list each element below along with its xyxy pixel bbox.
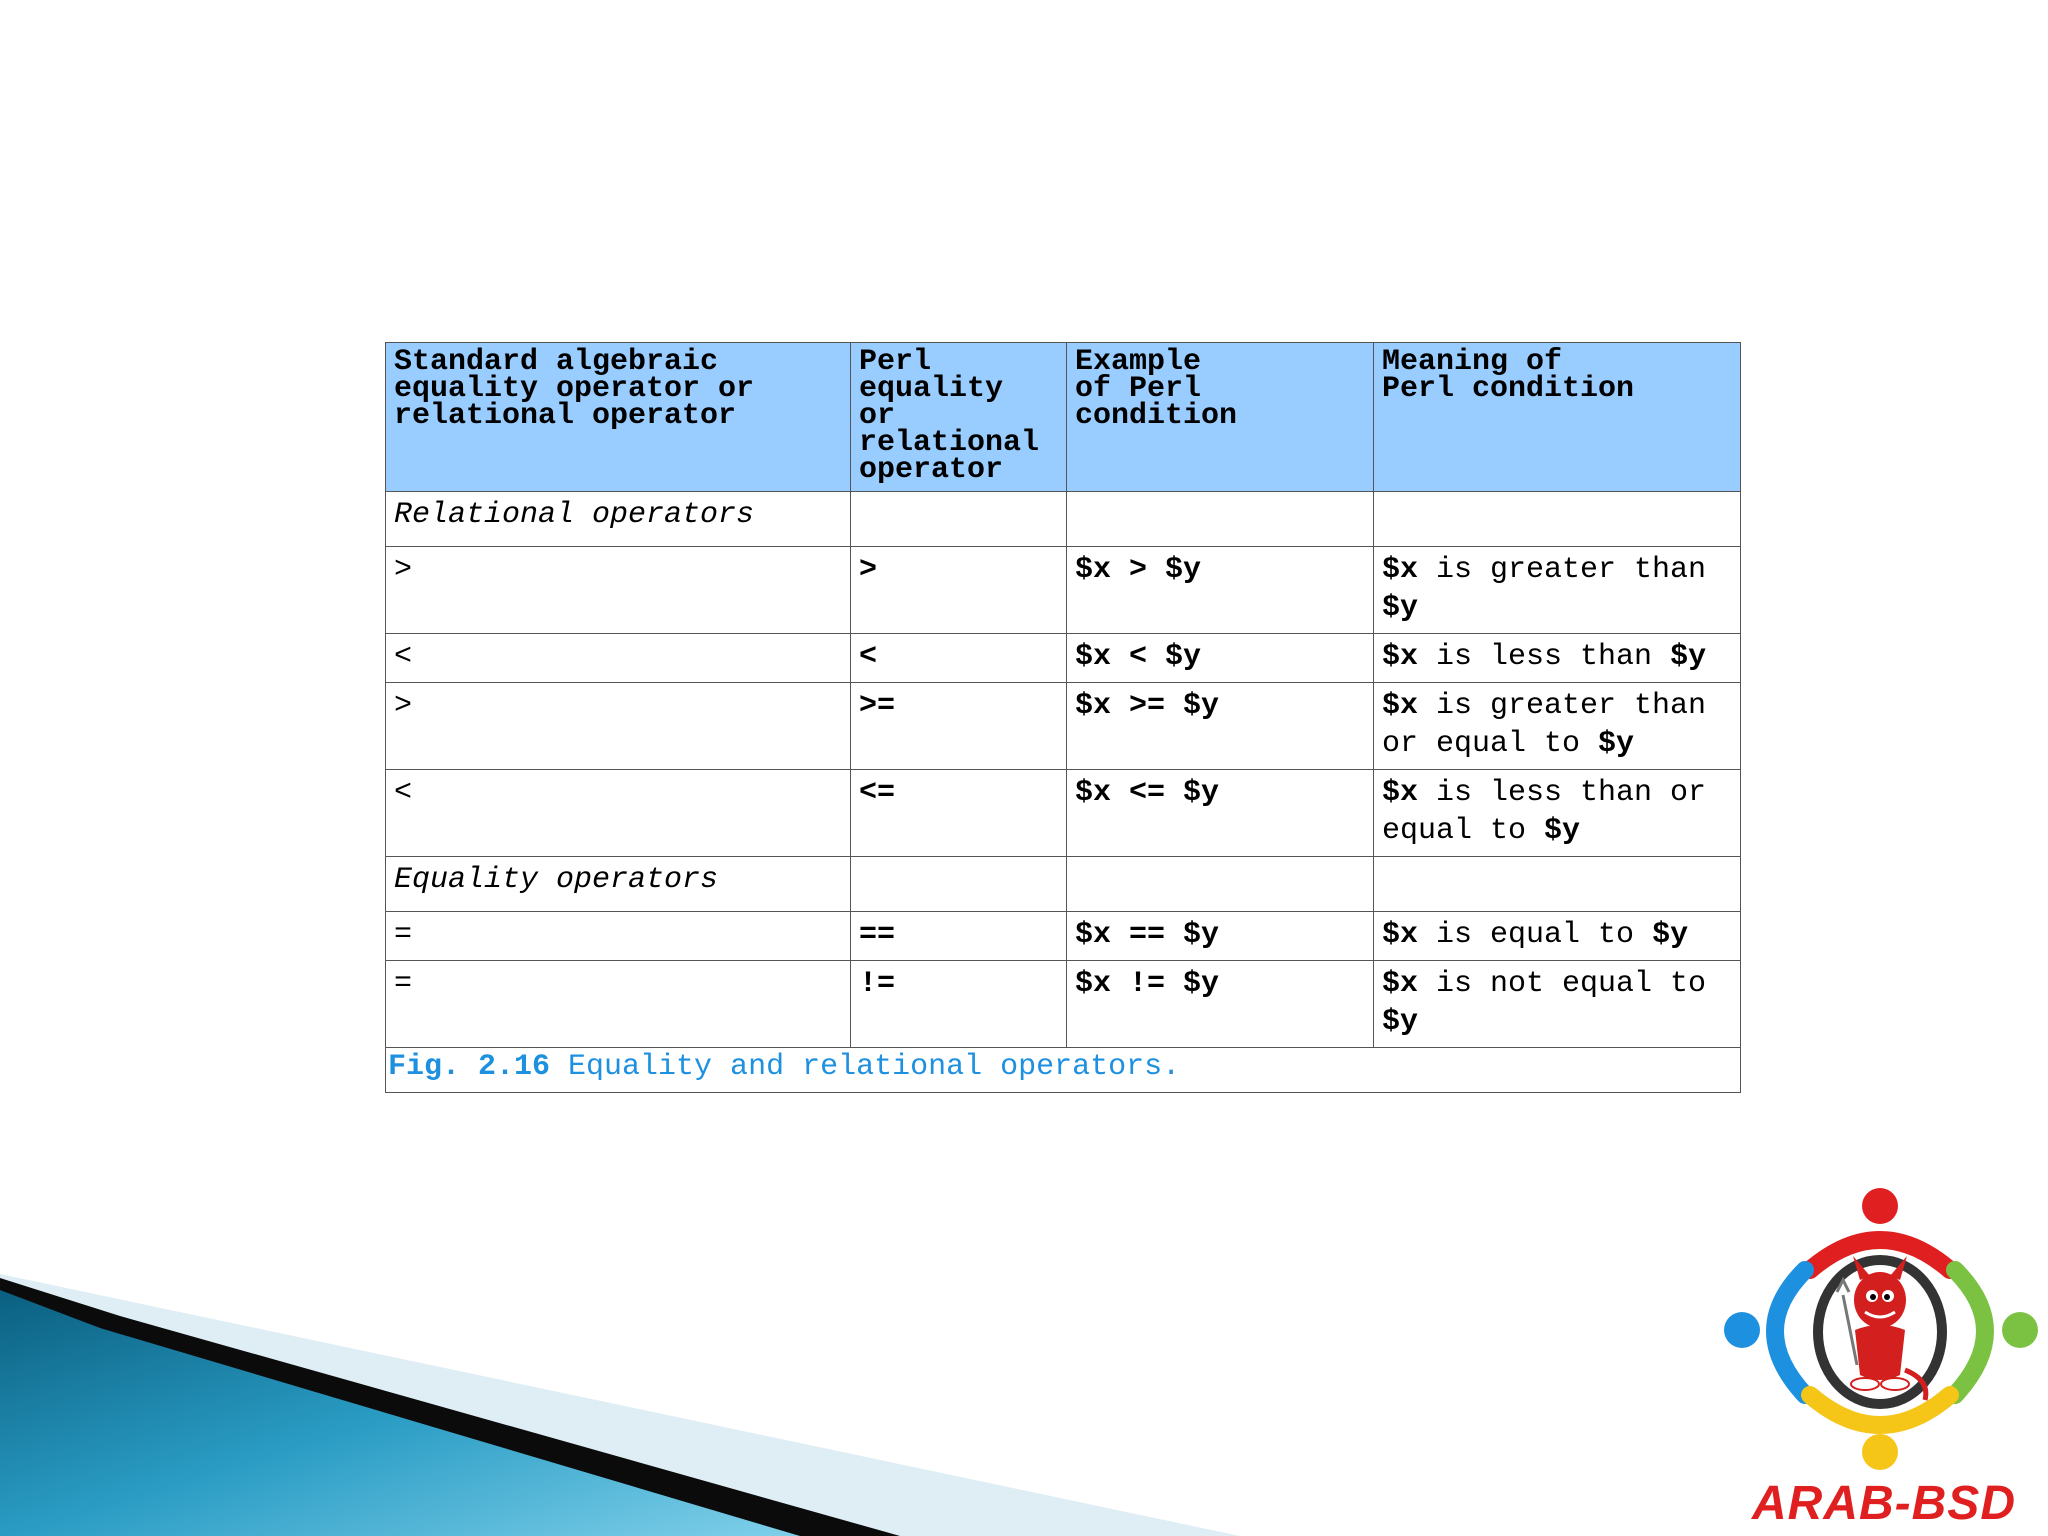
meaning-var: $x bbox=[1382, 553, 1419, 587]
meaning-var: $x bbox=[1382, 689, 1419, 723]
empty-cell bbox=[851, 857, 1067, 912]
empty-cell bbox=[1067, 857, 1374, 912]
example-cell: $x == $y bbox=[1067, 912, 1374, 961]
table-row bbox=[386, 912, 1741, 961]
perl-operator-cell: > bbox=[851, 547, 1067, 634]
example-cell: $x != $y bbox=[1067, 961, 1374, 1048]
perl-operator-cell: == bbox=[851, 912, 1067, 961]
table-row bbox=[386, 961, 1741, 1048]
perl-operator-cell: >= bbox=[851, 683, 1067, 770]
meaning-var: $x bbox=[1382, 967, 1419, 1001]
section-row-equality bbox=[386, 857, 1741, 912]
perl-operator-cell: < bbox=[851, 634, 1067, 683]
table-row bbox=[386, 634, 1741, 683]
perl-operator-cell: != bbox=[851, 961, 1067, 1048]
algebraic-cell: > bbox=[386, 683, 851, 770]
section-label: Equality operators bbox=[386, 857, 851, 912]
example-cell: $x >= $y bbox=[1067, 683, 1374, 770]
algebraic-cell: = bbox=[386, 912, 851, 961]
meaning-cell bbox=[1374, 547, 1741, 634]
example-cell: $x < $y bbox=[1067, 634, 1374, 683]
meaning-var: $y bbox=[1382, 591, 1419, 625]
algebraic-cell: > bbox=[386, 547, 851, 634]
operators-table bbox=[385, 342, 1741, 1093]
meaning-var: $y bbox=[1382, 1005, 1419, 1039]
algebraic-cell: < bbox=[386, 634, 851, 683]
table-header-row bbox=[386, 343, 1741, 492]
logo-text: ARAB-BSD bbox=[1752, 1477, 2016, 1530]
meaning-text: is greater than or equal to bbox=[1382, 689, 1707, 761]
table-row bbox=[386, 683, 1741, 770]
bsd-daemon-logo-icon bbox=[1715, 1180, 2045, 1520]
caption-text: Equality and relational operators. bbox=[550, 1050, 1181, 1084]
meaning-var: $y bbox=[1652, 918, 1689, 952]
meaning-text: is less than bbox=[1418, 640, 1671, 674]
meaning-var: $x bbox=[1382, 640, 1419, 674]
example-cell: $x > $y bbox=[1067, 547, 1374, 634]
meaning-text: is not equal to bbox=[1418, 967, 1707, 1001]
meaning-cell bbox=[1374, 634, 1741, 683]
header-meaning: Meaning of Perl condition bbox=[1374, 343, 1741, 492]
algebraic-cell: = bbox=[386, 961, 851, 1048]
perl-operator-cell: <= bbox=[851, 770, 1067, 857]
meaning-cell bbox=[1374, 683, 1741, 770]
meaning-text: is less than or equal to bbox=[1382, 776, 1707, 848]
empty-cell bbox=[851, 492, 1067, 547]
meaning-text: is greater than bbox=[1418, 553, 1707, 587]
figure-number: Fig. 2.16 bbox=[388, 1050, 551, 1084]
meaning-var: $x bbox=[1382, 776, 1419, 810]
meaning-cell bbox=[1374, 961, 1741, 1048]
meaning-var: $y bbox=[1598, 727, 1635, 761]
section-row-relational bbox=[386, 492, 1741, 547]
section-label: Relational operators bbox=[386, 492, 851, 547]
header-perl-operator: Perl equality or relational operator bbox=[851, 343, 1067, 492]
table-row bbox=[386, 547, 1741, 634]
header-algebraic: Standard algebraic equality operator or relational operator bbox=[386, 343, 851, 492]
meaning-var: $y bbox=[1544, 814, 1581, 848]
meaning-cell bbox=[1374, 912, 1741, 961]
empty-cell bbox=[1374, 857, 1741, 912]
header-example: Example of Perl condition bbox=[1067, 343, 1374, 492]
algebraic-cell: < bbox=[386, 770, 851, 857]
meaning-cell bbox=[1374, 770, 1741, 857]
figure-caption bbox=[386, 1048, 1741, 1093]
meaning-text: is equal to bbox=[1418, 918, 1653, 952]
caption-row bbox=[386, 1048, 1741, 1093]
table-row bbox=[386, 770, 1741, 857]
empty-cell bbox=[1067, 492, 1374, 547]
decorative-swoosh bbox=[0, 1256, 1240, 1536]
example-cell: $x <= $y bbox=[1067, 770, 1374, 857]
meaning-var: $y bbox=[1670, 640, 1707, 674]
meaning-var: $x bbox=[1382, 918, 1419, 952]
empty-cell bbox=[1374, 492, 1741, 547]
